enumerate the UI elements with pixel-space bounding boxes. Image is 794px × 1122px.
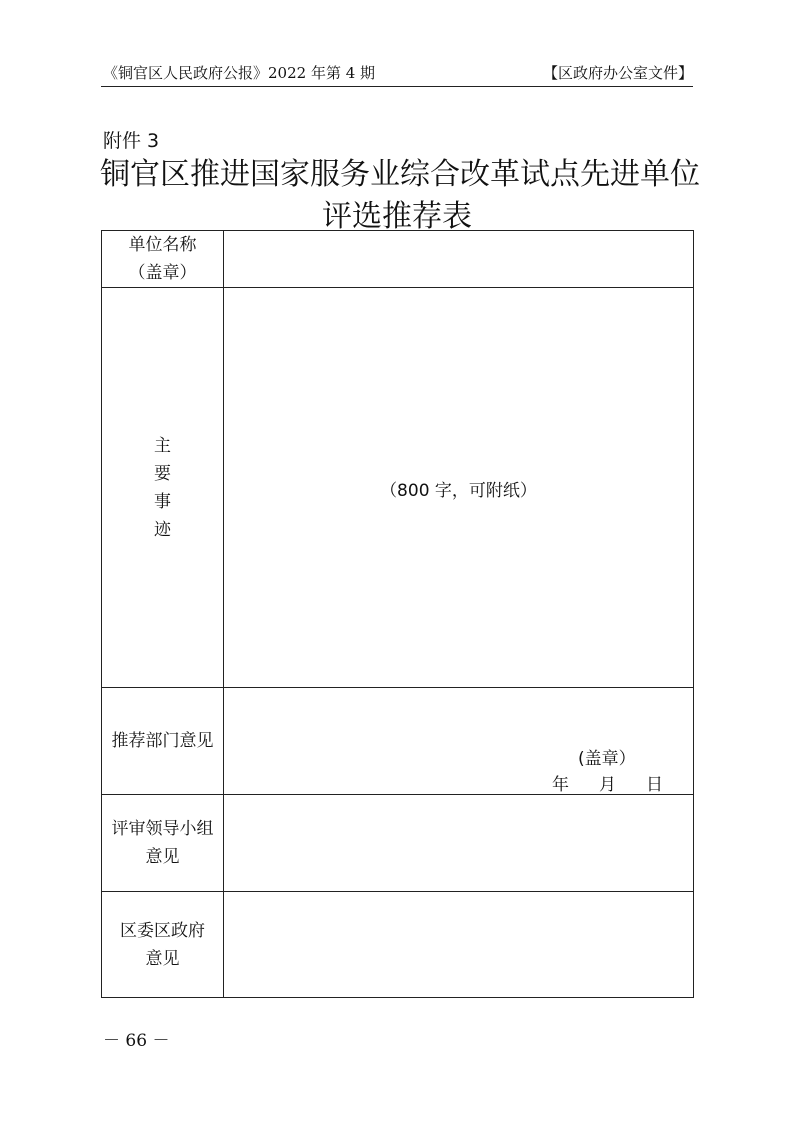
page-number: － 66 － (103, 1031, 170, 1051)
unit-name-label: 单位名称 (128, 235, 197, 255)
word-limit-note: （800 字，可附纸） (380, 481, 537, 501)
unit-name-row (102, 231, 694, 288)
unit-name-seal-label: （盖章） (128, 263, 197, 283)
recommendation-form-table (101, 230, 694, 998)
main-deeds-label-char: 主 (154, 435, 171, 456)
seal-text: (盖章） (578, 749, 636, 769)
document-category: 【区政府办公室文件】 (542, 64, 693, 82)
dept-opinion-label-cell (102, 688, 224, 795)
unit-name-label-cell (102, 231, 224, 288)
district-gov-field[interactable] (224, 892, 694, 998)
main-deeds-label-cell (102, 288, 224, 688)
dept-opinion-label: 推荐部门意见 (111, 731, 214, 751)
document-title (100, 154, 700, 238)
dept-opinion-field[interactable] (224, 688, 694, 795)
date-year: 年 (552, 775, 569, 795)
date-month: 月 (599, 775, 616, 795)
dept-opinion-row (102, 688, 694, 795)
attachment-label: 附件 3 (103, 130, 160, 152)
main-deeds-field[interactable] (224, 288, 694, 688)
date-day: 日 (646, 775, 663, 795)
review-group-row (102, 795, 694, 892)
review-group-label-cell (102, 795, 224, 892)
main-deeds-row (102, 288, 694, 688)
review-group-label: 评审领导小组 (111, 819, 214, 839)
review-group-label-suffix: 意见 (145, 847, 180, 867)
review-group-field[interactable] (224, 795, 694, 892)
district-gov-row (102, 892, 694, 998)
unit-name-field[interactable] (224, 231, 694, 288)
main-deeds-label-char: 事 (154, 491, 171, 512)
title-line-1: 铜官区推进国家服务业综合改革试点先进单位 (100, 157, 700, 192)
district-gov-label-suffix: 意见 (145, 948, 180, 969)
title-line-2: 评选推荐表 (322, 199, 472, 234)
date-line (552, 770, 663, 795)
district-gov-label: 区委区政府 (120, 920, 205, 941)
publication-header: 《铜官区人民政府公报》2022 年第 4 期 (103, 64, 376, 82)
main-deeds-label-char: 要 (154, 463, 171, 484)
header-divider (101, 86, 693, 87)
district-gov-label-cell (102, 892, 224, 998)
main-deeds-label-char: 迹 (154, 519, 171, 540)
